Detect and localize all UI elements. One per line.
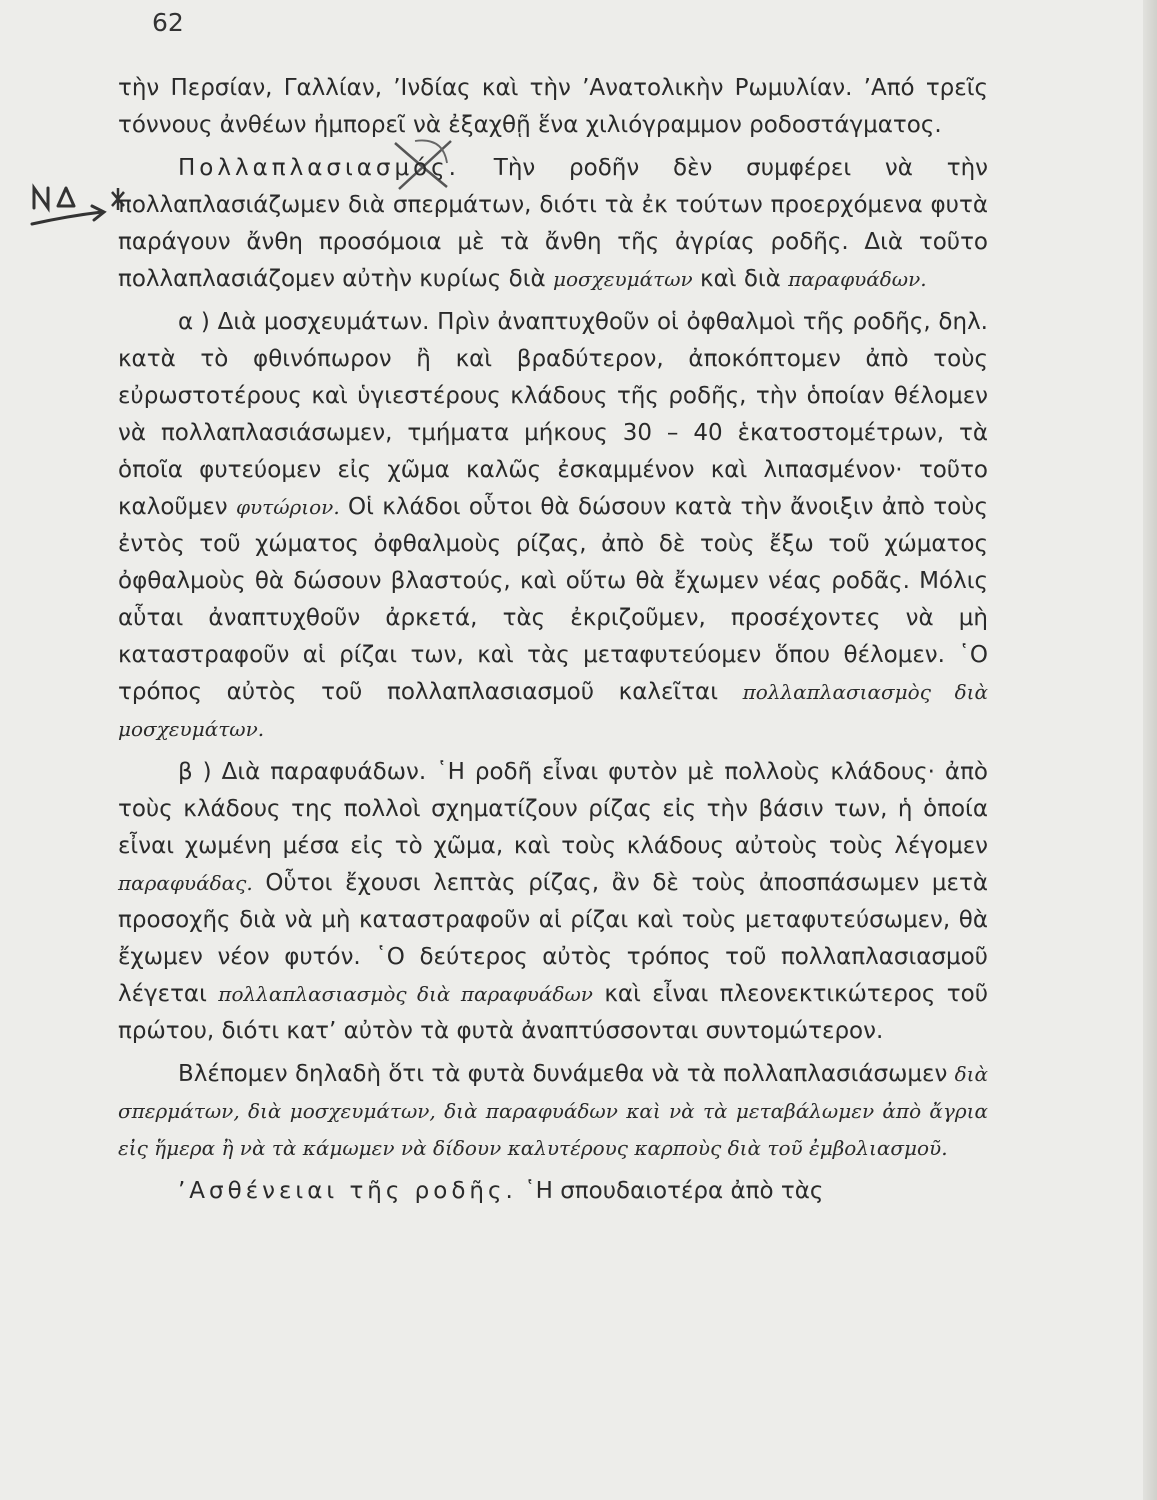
text-run: β ) Διὰ παραφυάδων. ῾Η ροδῆ εἶναι φυτὸν μὲ πολλοὺς κλάδους· ἀπὸ τοὺς κλάδους της πολλοὶ σχηματίζουν ρίζας εἰς τὴν βάσιν των, ἡ ὁποία εἶναι χωμένη μέσα εἰς τὸ χῶμα, καὶ τοὺς κλάδους αὐτοὺς τοὺς λέγομεν [118,759,988,859]
text-run: Βλέπομεν δηλαδὴ ὅτι τὰ φυτὰ δυνάμεθα νὰ τὰ πολλαπλασιάσωμεν [178,1061,955,1087]
italic-term: παραφυάδων. [788,267,927,291]
text-run: α ) Διὰ μοσχευμάτων. Πρὶν ἀναπτυχθοῦν οἱ ὀφθαλμοὶ τῆς ροδῆς, δηλ. κατὰ τὸ φθινόπωρον ἢ καὶ βραδύτερον, ἀποκόπτομεν ἀπὸ τοὺς εὐρωστοτέρους καὶ ὑγιεστέρους κλάδους τῆς ροδῆς, τὴν ὁποίαν θέλομεν νὰ πολλαπλασιάσωμεν, τμήματα μήκους 30 – 40 ἑκατοστομέτρων, τὰ ὁποῖα φυτεύομεν εἰς χῶμα καλῶς ἐσκαμμένον καὶ λιπασμένον· τοῦτο καλοῦμεν [118,309,988,520]
handwritten-margin-note [28,180,128,240]
body-text [118,70,988,1216]
italic-term: πολλαπλασιασμὸς διὰ παραφυάδων [218,982,593,1006]
paragraph [118,754,988,1050]
paragraph [118,150,988,298]
paragraph [118,70,988,144]
text-run: Οὗτοι ἔχουσι λεπτὰς ρίζας, ἂν δὲ τοὺς ἀποσπάσωμεν μετὰ προσοχῆς διὰ νὰ μὴ καταστραφοῦν αἱ ρίζαι καὶ τοὺς μεταφυτεύσωμεν, θὰ ἔχωμεν νέον φυτόν. ῾Ο δεύτερος αὐτὸς τρόπος τοῦ πολλαπλασιασμοῦ λέγεται [118,870,988,1007]
italic-term: φυτώριον. [235,495,340,519]
section-heading: Πολλαπλασιασμός. [178,155,460,181]
paragraph [118,304,988,748]
text-run: καὶ διὰ [692,266,789,292]
paragraph [118,1056,988,1167]
italic-term: διὰ σπερμάτων, διὰ μοσχευμάτων, διὰ παραφυάδων καὶ νὰ τὰ μεταβάλωμεν ἀπὸ ἄγρια εἰς ἥμερα ἢ νὰ τὰ κάμωμεν νὰ δίδουν καλυτέρους καρποὺς διὰ τοῦ ἐμβολιασμοῦ. [118,1062,989,1160]
text-run: καὶ εἶναι πλεονεκτικώτερος τοῦ πρώτου, διότι κατ’ αὐτὸν τὰ φυτὰ ἀναπτύσσονται συντομώτερον. [118,981,988,1044]
text-run: Τὴν ροδῆν δὲν συμφέρει νὰ τὴν πολλαπλασιάζωμεν διὰ σπερμάτων, διότι τὰ ἐκ τούτων προερχόμενα φυτὰ παράγουν ἄνθη προσόμοια μὲ τὰ ἄνθη τῆς ἀγρίας ροδῆς. Διὰ τοῦτο πολλαπλασιάζομεν αὐτὴν κυρίως διὰ [118,155,988,292]
page-number: 62 [152,8,184,37]
text-run: Οἱ κλάδοι οὗτοι θὰ δώσουν κατὰ τὴν ἄνοιξιν ἀπὸ τοὺς ἐντὸς τοῦ χώματος ὀφθαλμοὺς ρίζας, ἀπὸ δὲ τοὺς ἔξω τοῦ χώματος ὀφθαλμοὺς θὰ δώσουν βλαστούς, καὶ οὕτω θὰ ἔχωμεν νέας ροδᾶς. Μόλις αὗται ἀναπτυχθοῦν ἀρκετά, τὰς ἐκριζοῦμεν, προσέχοντες νὰ μὴ καταστραφοῦν αἱ ρίζαι των, καὶ τὰς μεταφυτεύομεν ὅπου θέλομεν. ῾Ο τρόπος αὐτὸς τοῦ πολλαπλασιασμοῦ καλεῖται [118,494,988,705]
text-run: ῾Η σπουδαιοτέρα ἀπὸ τὰς [516,1178,824,1204]
italic-term: πολλαπλασιασμὸς διὰ μοσχευμάτων. [118,680,988,741]
page-edge-shadow [1143,0,1157,1500]
text-run: τὴν Περσίαν, Γαλλίαν, ’Ινδίας καὶ τὴν ’Ανατολικὴν Ρωμυλίαν. ’Από τρεῖς τόννους ἀνθέων ἠμπορεῖ νὰ ἐξαχθῇ ἕνα χιλιόγραμμον ροδοστάγματος. [118,75,988,138]
italic-term: παραφυάδας. [118,871,253,895]
italic-term: μοσχευμάτων [552,267,693,291]
section-heading: ’Ασθένειαι τῆς ροδῆς. [178,1178,517,1204]
paragraph [118,1173,988,1210]
